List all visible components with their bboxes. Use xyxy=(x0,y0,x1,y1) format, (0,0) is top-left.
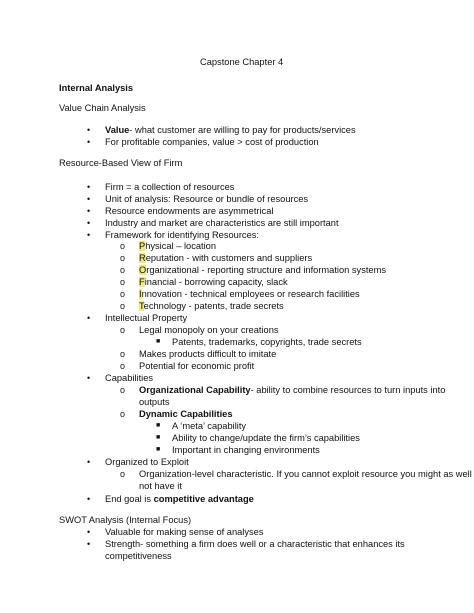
circle-bullet-icon: o xyxy=(120,325,126,335)
list-item: Physical – location xyxy=(139,241,217,251)
list-item: Organized to Exploit xyxy=(105,457,189,467)
circle-bullet-icon: o xyxy=(120,241,126,251)
rbv-heading: Resource-Based View of Firm xyxy=(59,158,183,168)
circle-bullet-icon: o xyxy=(120,349,126,359)
list-item: End goal is competitive advantage xyxy=(105,494,254,504)
circle-bullet-icon: o xyxy=(120,409,126,419)
bullet-icon: • xyxy=(87,539,91,549)
list-item: Organizational - reporting structure and information systems xyxy=(139,265,386,275)
swot-heading: SWOT Analysis (Internal Focus) xyxy=(59,515,192,525)
list-item: Strength- something a firm does well or a characteristic that enhances its xyxy=(105,539,405,549)
list-item: Organizational Capability- ability to combine resources to turn inputs into xyxy=(139,385,446,395)
list-item: Firm = a collection of resources xyxy=(105,182,235,192)
list-item: Resource endowments are asymmetrical xyxy=(105,206,274,216)
list-item: Unit of analysis: Resource or bundle of resources xyxy=(105,194,309,204)
list-item: Framework for identifying Resources: xyxy=(105,230,259,240)
square-bullet-icon: ■ xyxy=(156,434,161,441)
list-item: Value- what customer are willing to pay for products/services xyxy=(105,125,356,135)
list-item: Industry and market are characteristics are still important xyxy=(105,218,339,228)
circle-bullet-icon: o xyxy=(120,361,126,371)
list-item: Patents, trademarks, copyrights, trade secrets xyxy=(172,337,362,347)
list-item: Valuable for making sense of analyses xyxy=(105,527,264,537)
circle-bullet-icon: o xyxy=(120,301,126,311)
list-item: Makes products difficult to imitate xyxy=(139,349,277,359)
list-item: Potential for economic profit xyxy=(139,361,255,371)
circle-bullet-icon: o xyxy=(120,265,126,275)
list-item: Innovation - technical employees or research facilities xyxy=(139,289,360,299)
list-item: A ‘meta’ capability xyxy=(172,421,247,431)
value-chain-heading: Value Chain Analysis xyxy=(59,103,146,113)
list-item: For profitable companies, value > cost of production xyxy=(105,137,319,147)
list-item: Capabilities xyxy=(105,373,154,383)
bullet-icon: • xyxy=(87,457,91,467)
list-item: Organization-level characteristic. If you cannot exploit resource you might as well xyxy=(139,469,472,479)
circle-bullet-icon: o xyxy=(120,469,126,479)
square-bullet-icon: ■ xyxy=(156,422,161,429)
bullet-icon: • xyxy=(87,137,91,147)
bullet-icon: • xyxy=(87,527,91,537)
bullet-icon: • xyxy=(87,218,91,228)
internal-analysis-heading: Internal Analysis xyxy=(59,83,134,93)
bullet-icon: • xyxy=(87,313,91,323)
square-bullet-icon: ■ xyxy=(156,446,161,453)
bullet-icon: • xyxy=(87,194,91,204)
bullet-icon: • xyxy=(87,494,91,504)
circle-bullet-icon: o xyxy=(120,253,126,263)
list-item-continuation: competitiveness xyxy=(105,551,172,561)
bullet-icon: • xyxy=(87,182,91,192)
list-item: Reputation - with customers and suppliers xyxy=(139,253,313,263)
circle-bullet-icon: o xyxy=(120,385,126,395)
bullet-icon: • xyxy=(87,125,91,135)
list-item-continuation: outputs xyxy=(139,397,170,407)
bullet-icon: • xyxy=(87,230,91,240)
list-item: Technology - patents, trade secrets xyxy=(139,301,284,311)
list-item-continuation: not have it xyxy=(139,481,182,491)
circle-bullet-icon: o xyxy=(120,277,126,287)
list-item: Legal monopoly on your creations xyxy=(139,325,279,335)
bullet-icon: • xyxy=(87,206,91,216)
square-bullet-icon: ■ xyxy=(156,338,161,345)
list-item: Financial - borrowing capacity, slack xyxy=(139,277,288,287)
bullet-icon: • xyxy=(87,373,91,383)
list-item: Dynamic Capabilities xyxy=(139,409,233,419)
list-item: Intellectual Property xyxy=(105,313,188,323)
list-item: Ability to change/update the firm’s capabilities xyxy=(172,433,360,443)
page-title: Capstone Chapter 4 xyxy=(200,57,284,67)
circle-bullet-icon: o xyxy=(120,289,126,299)
list-item: Important in changing environments xyxy=(172,445,320,455)
